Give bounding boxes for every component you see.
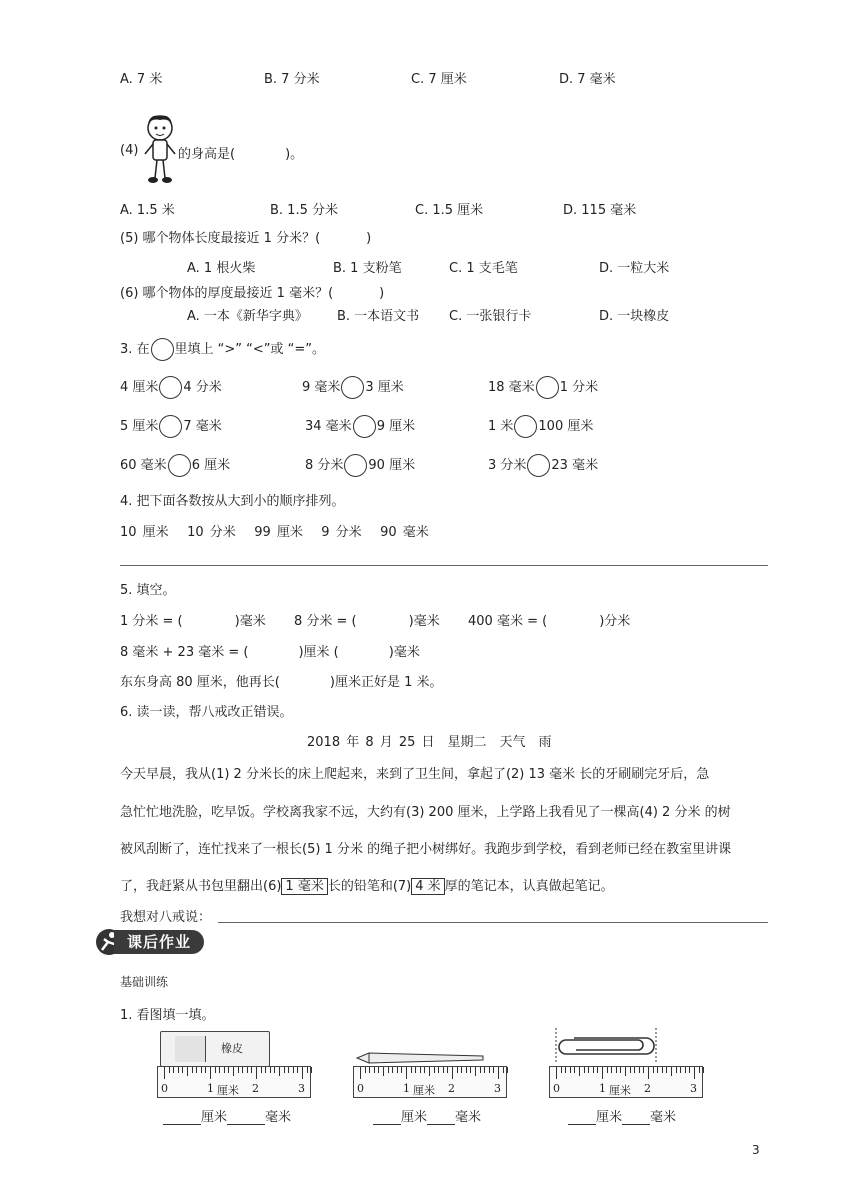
q4-close: )。	[285, 147, 304, 162]
ruler-label: 3	[494, 1082, 501, 1095]
ruler-label: 厘米	[609, 1084, 631, 1097]
ruler-tick	[452, 1067, 453, 1079]
unit-cm: 厘米	[401, 1110, 428, 1125]
unit-cm: 厘米	[201, 1110, 228, 1125]
basic-training: 基础训练	[120, 975, 169, 989]
ruler-tick	[415, 1067, 416, 1073]
ruler-tick	[311, 1067, 312, 1073]
ruler-tick	[584, 1067, 585, 1073]
cmp-right: 7 毫米	[183, 419, 222, 434]
s5-line1	[120, 610, 630, 629]
cmp-2-2	[305, 415, 415, 438]
ruler-label: 厘米	[217, 1084, 239, 1097]
unit-mm: 毫米	[455, 1110, 482, 1125]
mm-blank[interactable]	[227, 1124, 265, 1125]
ruler-tick	[493, 1067, 494, 1073]
cmp-right: 1 分米	[559, 380, 599, 395]
ruler-label: 3	[298, 1082, 305, 1095]
ruler-tick	[270, 1067, 271, 1073]
ruler-tick	[570, 1067, 571, 1073]
ruler-tick	[634, 1067, 635, 1073]
fill-suffix: )毫米	[388, 645, 420, 660]
q4-option-a: A. 1.5 米	[120, 203, 175, 218]
ruler-tick	[653, 1067, 654, 1073]
q6-option-c: C. 一张银行卡	[449, 309, 532, 324]
ruler-tick	[556, 1067, 557, 1079]
diary-text: 长的铅笔和(7)	[327, 879, 412, 894]
ruler-tick	[365, 1067, 366, 1073]
q4-option-b: B. 1.5 分米	[270, 203, 338, 218]
q5-option-b: B. 1 支粉笔	[333, 261, 402, 276]
ruler-tick	[424, 1067, 425, 1073]
ruler-tick	[507, 1067, 508, 1073]
ruler-tick	[694, 1067, 695, 1079]
s5-line2	[120, 641, 420, 660]
ruler-tick	[593, 1067, 594, 1073]
cmp-left: 9 毫米	[302, 380, 341, 395]
ruler-tick	[420, 1067, 421, 1073]
pencil-icon	[355, 1050, 487, 1066]
ruler-tick	[662, 1067, 663, 1073]
ruler-tick	[648, 1067, 649, 1079]
ruler-tick	[205, 1067, 206, 1073]
boxed-value: 4 米	[411, 878, 444, 895]
cmp-1-3	[488, 376, 598, 399]
q5-option-d: D. 一粒大米	[599, 261, 670, 276]
option-d: D. 7 毫米	[559, 72, 616, 87]
ruler-tick	[480, 1067, 481, 1073]
ruler-tick	[247, 1067, 248, 1073]
ruler-tick	[279, 1067, 280, 1076]
ruler-tick	[429, 1067, 430, 1076]
ruler-label: 2	[252, 1082, 259, 1095]
s4-items	[120, 521, 429, 540]
unit-mm: 毫米	[265, 1110, 292, 1125]
q6-option-a: A. 一本《新华字典》	[187, 309, 308, 324]
ruler-label: 厘米	[413, 1084, 435, 1097]
ruler-tick	[265, 1067, 266, 1073]
fill-suffix: )厘米正好是 1 米。	[329, 675, 443, 690]
cmp-right: 3 厘米	[365, 380, 404, 395]
q6-close: )	[379, 286, 385, 301]
ruler-tick	[302, 1067, 303, 1079]
ruler-1	[157, 1066, 311, 1098]
ruler-tick	[685, 1067, 686, 1073]
ruler-tick	[602, 1067, 603, 1079]
ruler-tick	[611, 1067, 612, 1073]
ruler-tick	[630, 1067, 631, 1073]
ruler-label: 2	[448, 1082, 455, 1095]
s3-pre: 3. 在	[120, 342, 150, 357]
cmp-right: 9 厘米	[376, 419, 416, 434]
ruler-tick	[703, 1067, 704, 1073]
ruler-tick	[616, 1067, 617, 1073]
q5-label: (5) 哪个物体长度最接近 1 分米？(	[120, 231, 321, 246]
fill-suffix: )毫米	[234, 614, 266, 629]
answer-circle[interactable]	[168, 454, 191, 477]
diary-line-4	[120, 869, 770, 905]
ruler-tick	[401, 1067, 402, 1073]
cmp-left: 60 毫米	[120, 458, 167, 473]
s5-title: 5. 填空。	[120, 583, 176, 598]
ruler-tick	[461, 1067, 462, 1073]
fill-prefix: 8 毫米 + 23 毫米 = (	[120, 645, 249, 660]
option-c: C. 7 厘米	[411, 72, 467, 87]
ruler-tick	[443, 1067, 444, 1073]
answer-circle[interactable]	[536, 376, 559, 399]
ruler-3-answer	[568, 1106, 676, 1125]
mm-blank[interactable]	[622, 1124, 650, 1125]
ruler-tick	[178, 1067, 179, 1073]
cmp-left: 5 厘米	[120, 419, 159, 434]
boy-figure-icon	[140, 112, 180, 186]
q6-option-d: D. 一块橡皮	[599, 309, 670, 324]
ruler-tick	[392, 1067, 393, 1073]
ruler-1-answer	[163, 1106, 291, 1125]
ruler-tick	[164, 1067, 165, 1079]
q4-option-c: C. 1.5 厘米	[415, 203, 484, 218]
diary-line-1: 今天早晨，我从(1) 2 分米长的床上爬起来，来到了卫生间，拿起了(2) 13 毫米 长的牙刷刷完牙后，急	[120, 767, 710, 782]
ruler-tick	[457, 1067, 458, 1073]
ruler-tick	[680, 1067, 681, 1073]
ruler-tick	[378, 1067, 379, 1073]
fill-middle: )厘米 (	[298, 645, 339, 660]
ruler-tick	[242, 1067, 243, 1073]
ruler-label: 1	[403, 1082, 410, 1095]
ruler-tick	[574, 1067, 575, 1073]
ruler-tick	[187, 1067, 188, 1076]
q4-text	[178, 143, 303, 162]
unit-mm: 毫米	[650, 1110, 677, 1125]
option-a: A. 7 米	[120, 72, 163, 87]
cm-blank[interactable]	[568, 1124, 596, 1125]
unit-cm: 厘米	[596, 1110, 623, 1125]
cmp-left: 1 米	[488, 419, 514, 434]
ruler-tick	[588, 1067, 589, 1073]
cmp-2-1	[120, 415, 222, 438]
ruler-tick	[434, 1067, 435, 1073]
q4-number: (4)	[120, 143, 139, 158]
s4-item: 90 毫米	[380, 525, 429, 540]
s4-title: 4. 把下面各数按从大到小的顺序排列。	[120, 494, 345, 509]
ruler-tick	[447, 1067, 448, 1073]
ruler-tick	[639, 1067, 640, 1073]
q6-option-b: B. 一本语文书	[337, 309, 420, 324]
ruler-tick	[676, 1067, 677, 1073]
ruler-tick	[297, 1067, 298, 1073]
answer-circle[interactable]	[344, 454, 367, 477]
cmp-left: 18 毫米	[488, 380, 535, 395]
paperclip-icon	[552, 1028, 660, 1064]
page-number: 3	[752, 1143, 760, 1157]
diary-text: 厚的笔记本，认真做起笔记。	[444, 879, 614, 894]
homework-banner	[92, 928, 204, 956]
ruler-tick	[369, 1067, 370, 1073]
boxed-value: 1 毫米	[281, 878, 327, 895]
fill-prefix: 400 毫米 = (	[468, 614, 548, 629]
cmp-right: 100 厘米	[538, 419, 594, 434]
q6-label: (6) 哪个物体的厚度最接近 1 毫米？(	[120, 286, 334, 301]
ruler-tick	[438, 1067, 439, 1073]
answer-line[interactable]	[120, 565, 768, 566]
cmp-right: 90 厘米	[368, 458, 416, 473]
cmp-3-3	[488, 454, 598, 477]
say-label: 我想对八戒说：	[120, 910, 212, 925]
diary-line-2: 急忙忙地洗脸，吃早饭。学校离我家不远，大约有(3) 200 厘米，上学路上我看见了一棵高(4) 2 分米 的树	[120, 805, 731, 820]
cmp-3-2	[305, 454, 415, 477]
answer-circle[interactable]	[514, 415, 537, 438]
ruler-tick	[196, 1067, 197, 1073]
ruler-tick	[219, 1067, 220, 1073]
ruler-tick	[657, 1067, 658, 1073]
ruler-tick	[288, 1067, 289, 1073]
ruler-tick	[411, 1067, 412, 1073]
ruler-tick	[169, 1067, 170, 1073]
cmp-left: 4 厘米	[120, 380, 159, 395]
answer-circle[interactable]	[353, 415, 376, 438]
ruler-tick	[466, 1067, 467, 1073]
mm-blank[interactable]	[427, 1124, 455, 1125]
ruler-label: 2	[644, 1082, 651, 1095]
ruler-tick	[503, 1067, 504, 1073]
s4-item: 9 分米	[321, 525, 362, 540]
cmp-1-1	[120, 376, 222, 399]
cm-blank[interactable]	[373, 1124, 401, 1125]
ruler-tick	[173, 1067, 174, 1073]
s3-title	[120, 338, 325, 361]
ruler-tick	[475, 1067, 476, 1076]
ruler-label: 0	[553, 1082, 560, 1095]
ruler-tick	[484, 1067, 485, 1073]
ruler-tick	[261, 1067, 262, 1073]
fill-suffix: )分米	[599, 614, 631, 629]
ruler-tick	[224, 1067, 225, 1073]
ruler-2	[353, 1066, 507, 1098]
q5-question	[120, 227, 371, 246]
ruler-tick	[597, 1067, 598, 1073]
diary-date: 2018 年 8 月 25 日 星期二 天气 雨	[307, 735, 552, 750]
ruler-tick	[689, 1067, 690, 1073]
ruler-tick	[383, 1067, 384, 1076]
fill-prefix: 8 分米 = (	[294, 614, 357, 629]
ruler-tick	[238, 1067, 239, 1073]
ruler-tick	[406, 1067, 407, 1079]
look-fill-title: 1. 看图填一填。	[120, 1008, 215, 1023]
ruler-tick	[182, 1067, 183, 1073]
ruler-tick	[671, 1067, 672, 1076]
s6-title: 6. 读一读，帮八戒改正错误。	[120, 705, 293, 720]
answer-circle[interactable]	[341, 376, 364, 399]
cmp-right: 23 毫米	[551, 458, 599, 473]
ruler-tick	[293, 1067, 294, 1073]
ruler-tick	[498, 1067, 499, 1079]
ruler-tick	[397, 1067, 398, 1073]
ruler-label: 1	[207, 1082, 214, 1095]
diary-line-3: 被风刮断了，连忙找来了一根长(5) 1 分米 的绳子把小树绑好。我跑步到学校，看到老师已经在教室里讲课	[120, 842, 732, 857]
ruler-tick	[666, 1067, 667, 1073]
ruler-label: 1	[599, 1082, 606, 1095]
s4-item: 10 分米	[187, 525, 236, 540]
ruler-tick	[256, 1067, 257, 1079]
q6-question	[120, 282, 384, 301]
cmp-2-3	[488, 415, 593, 438]
ruler-tick	[561, 1067, 562, 1073]
ruler-tick	[210, 1067, 211, 1079]
s5-line3	[120, 671, 443, 690]
answer-circle[interactable]	[159, 376, 182, 399]
fill-suffix: )毫米	[408, 614, 440, 629]
ruler-tick	[643, 1067, 644, 1073]
ruler-tick	[489, 1067, 490, 1073]
ruler-label: 0	[357, 1082, 364, 1095]
fill-prefix: 1 分米 = (	[120, 614, 183, 629]
cmp-left: 3 分米	[488, 458, 527, 473]
compare-circle-icon	[151, 338, 174, 361]
option-b: B. 7 分米	[264, 72, 320, 87]
cmp-1-2	[302, 376, 404, 399]
diary-text: 了，我赶紧从书包里翻出(6)	[120, 879, 282, 894]
ruler-tick	[360, 1067, 361, 1079]
ruler-tick	[620, 1067, 621, 1073]
ruler-tick	[215, 1067, 216, 1073]
cmp-3-1	[120, 454, 230, 477]
eraser	[160, 1031, 270, 1067]
ruler-label: 0	[161, 1082, 168, 1095]
cmp-right: 6 厘米	[191, 458, 231, 473]
ruler-tick	[388, 1067, 389, 1073]
ruler-tick	[284, 1067, 285, 1073]
eraser-label: 橡皮	[221, 1042, 243, 1055]
cmp-right: 4 分米	[183, 380, 222, 395]
s4-item: 99 厘米	[254, 525, 303, 540]
q4-option-d: D. 115 毫米	[563, 203, 637, 218]
say-answer-line[interactable]	[218, 922, 768, 923]
ruler-tick	[192, 1067, 193, 1073]
s4-item: 10 厘米	[120, 525, 169, 540]
s3-post: 里填上 “>” “<”或 “=”。	[174, 342, 326, 357]
ruler-tick	[233, 1067, 234, 1076]
cmp-left: 8 分米	[305, 458, 344, 473]
ruler-tick	[470, 1067, 471, 1073]
ruler-2-answer	[373, 1106, 481, 1125]
ruler-tick	[565, 1067, 566, 1073]
ruler-tick	[625, 1067, 626, 1076]
ruler-tick	[374, 1067, 375, 1073]
q5-option-c: C. 1 支毛笔	[449, 261, 518, 276]
banner-label: 课后作业	[114, 930, 204, 954]
answer-circle[interactable]	[527, 454, 550, 477]
ruler-tick	[699, 1067, 700, 1073]
ruler-tick	[201, 1067, 202, 1073]
cmp-left: 34 毫米	[305, 419, 352, 434]
q5-option-a: A. 1 根火柴	[187, 261, 256, 276]
ruler-tick	[579, 1067, 580, 1076]
ruler-label: 3	[690, 1082, 697, 1095]
ruler-tick	[607, 1067, 608, 1073]
answer-circle[interactable]	[159, 415, 182, 438]
ruler-tick	[251, 1067, 252, 1073]
cm-blank[interactable]	[163, 1124, 201, 1125]
ruler-tick	[307, 1067, 308, 1073]
q4-label: 的身高是(	[178, 147, 236, 162]
ruler-3	[549, 1066, 703, 1098]
ruler-tick	[274, 1067, 275, 1073]
fill-prefix: 东东身高 80 厘米，他再长(	[120, 675, 280, 690]
q5-close: )	[366, 231, 372, 246]
ruler-tick	[228, 1067, 229, 1073]
